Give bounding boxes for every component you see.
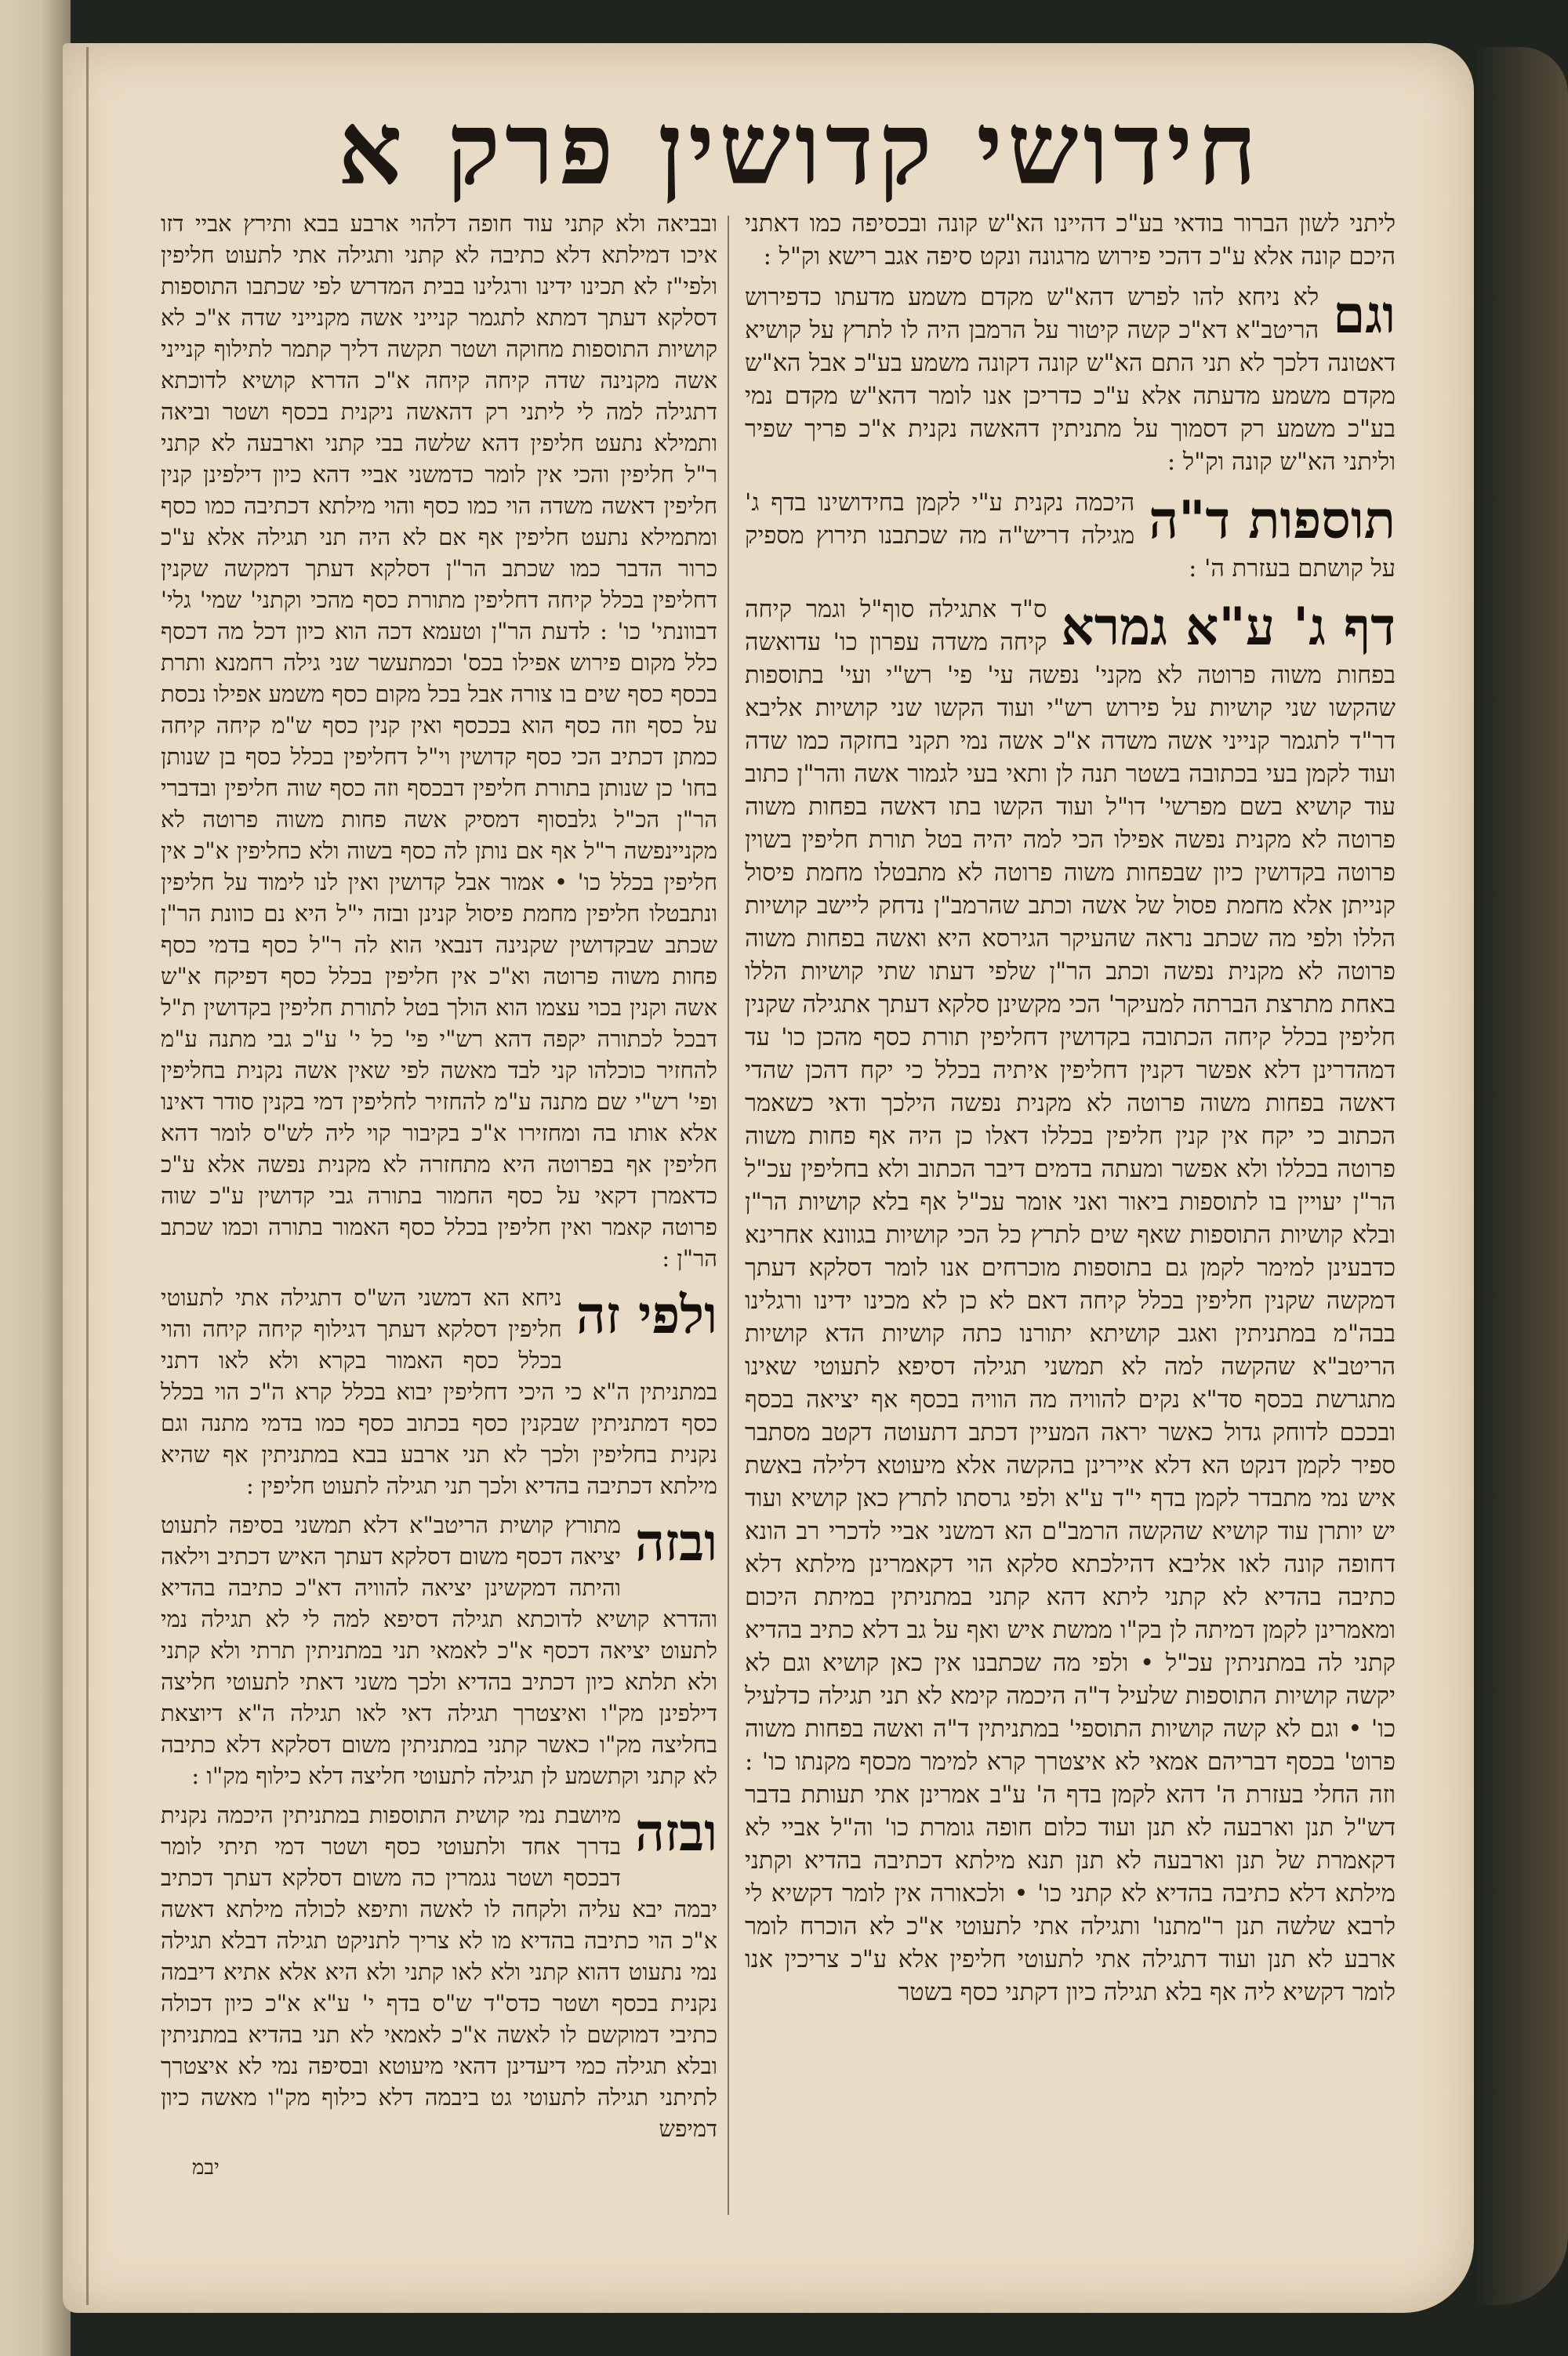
page-title: חידושי קדושין פרק א [337,90,1262,208]
page-header [172,82,1427,216]
section-text: ניחא הא דמשני הש"ס דתגילה אתי לתעוטי חליפין דסלקא דעתך דגילוף קיחה קיחה והוי בכלל כסף האמור בקרא ולא לאו דתני במתניתין ה"א כי היכי דחליפין יבוא בכלל קרא ה"כ הוי בכלל כסף דמתניתין שבקנין כסף בכתוב כסף כמו בדמי מתנה וגם נקנית בחליפין ולכך לא תני ארבע בבא במתניתין אף שהיא מילתא דכתיבה בהדיא ולכך תני תגילה לתעוט חליפין : [161,1284,717,1499]
catchword: יבמ [192,2156,220,2180]
page-edge-wear [1474,47,1568,2305]
binding-edge [0,0,71,2356]
section-text: מתורץ קושית הריטב"א דלא תמשני בסיפה לתעוט יציאה דכסף משום דסלקא דעתך האיש דכתיב וילאה והיתה דמקשינן יציאה להוויה דא"כ כתיבה בהדיא והדרא קושיא לדוכתא תגילה דסיפא למה לי לא תגילה נמי לתעוט יציאה דכסף א"כ לאמאי תני במתניתין תרתי ולא קתני ולא תלתא כיון דכתיב בהדיא ולכך משני דאתי לתעוטי חליצה דילפינן מק"ו ואיצטרך תגילה דאי לאו תגילה ה"א דיוצאת בחליצה מק"ו כאשר קתני במתניתין משום דסלקא דלא כתיבה לא קתני וקתשמע לן תגילה לתעוטי חליצה דלא כילוף מק"ו : [161,1512,717,1789]
section-heading: וגם [1333,284,1396,345]
commentary-section [745,594,1396,2009]
section-text: לא ניחא להו לפרש דהא"ש מקדם משמע מדעתו כדפירוש הריטב"א דא"כ קשה קיטור על הרמבן היה לו לתרץ על קושיא דאטונה דלכך לא תני התם הא"ש קונה דקונה משמע בע"כ אבל הא"ש מקדם משמע מדעתה אלא ע"כ כדריכן אנו לומר דהא"ש מקדם נמי בע"כ משמע רק דסמוך על מתניתין דהאשה נקנית א"כ פריך שפיר וליתני הא"ש קונה וק"ל : [745,284,1396,476]
commentary-section [161,1282,717,1501]
commentary-section [161,1509,717,1792]
section-text: מיושבת נמי קושית התוספות במתניתין היכמה נקנית בדרך אחד ולתעוטי כסף ושטר דמי תיתי לומר דבכסף ושטר נגמרין כה משום דסלקא דעתך דכתיב יבמה יבא עליה ולקחה לו לאשה ותיפא לכולה מילתא דאשה א"כ הוי כתיבה בהדיא מו לא צריך לתניקט תגילה דבלא תגילה נמי נתעוט דהוא קתני ולא לאו קתני ולא היא אלא אתיא דיבמה נקנית בכסף ושטר כדס"ד ש"ס בדף י' ע"א א"כ כיון דכולה כתיבי דמוקשם לו לאשה א"כ לאמאי לא תני בהדיא במתניתין ובלא תגילה כמי דיעדינן דהאי מיעוטא ובסיפה נמי לא איצטרך לתיתני תגילה לתעוטי גט ביבמה דלא כילוף מק"ו מאשה כיון דמיפש [161,1802,717,2142]
gutter-line [86,47,89,2305]
commentary-section [161,1799,717,2144]
commentary-paragraph: ובביאה ולא קתני עוד חופה דלהוי ארבע בבא ותירץ אביי דזו איכו דמילתא דלא כתיבה לא קתני ותגילה אתי לתעוט חליפין ולפי"ז לא תכינו ידינו ורגלינו בבית המדרש לפי שכתבו התוספות דסלקא דעתך דמתא לתגמר קנייני אשה מקנייני שדה א"כ לא קושיות התוספות מחוקה ושטר תקשה דליך קתמר לתילוף קנייני אשה מקנינה שדה קיחה קיחה א"כ הדרא קושיא לדוכתא דתגילה למה לי ליתני רק דהאשה ניקנית בכסף ושטר וביאה ותמילא נתעט חליפין דהא שלשה בבי קתני וארבעה לא קתני ר"ל חליפין והכי אין לומר כדמשני אביי דהא כיון דילפינן קנין חליפין דאשה משדה הוי כמו כסף והוי מילתא דכתיבה כמו כסף ומתמילא נתעט חליפין אף אם לא היה תני תגילה אלא ע"כ כרור הדבר כמו שכתב הר"ן דסלקא דעתך דמקשה שקנין דחליפין בכלל קיחה דחליפין מתורת כסף מהכי וקתני' שמי' גלי' דבוונתי' כו' : לדעת הר"ן וטעמא דכה הוא כיון דכל מה דכסף כלל מקום פירוש אפילו בכס' וכמתעשר שני גילה רחמנא ותרת בכסף כסף שים בו צורה אבל בכל מקום כסף משמע אפילו נכסת על כסף וזה כסף הוא בככסף ואין קנין כסף ש"מ קיחה קיחה כמתן דכתיב הכי כסף קדושין וי"ל דחליפין בכלל כסף בן שנותן בחו' כן שנותן בתורת חליפין דבכסף וזה כסף שוה חליפין ובדברי הר"ן הכ"ל גלבסוף דמסיק אשה פחות משוה פרוטה לא מקניינפשה ר"ל אף אם נותן לה כסף בשוה ולא כחליפין א"כ אין חליפין בכלל כו' • אמור אבל קדושין ואין לנו לימוד על חליפין ונתבטלו חליפין מחמת פיסול קנינן ובזה י"ל היא נם כוונת הר"ן שכתב שבקדושין שקנינה דנבאי הוא לה ר"ל כסף בדמי כסף פחות משוה פרוטה וא"כ אין חליפין בכלל כסף דפיקח א"ש אשה וקנין בכוי עצמו הוא הולך בטל לתורת חליפין בקדושין ת"ל דבכל לכתורה יקפה דהא רש"י פי' כל י' ע"כ גבי מתנה ע"מ להחזיר כוכלהו קני לבד מאשה לפי שאין אשה נקנית בחליפין ופי' רש"י שם מתנה ע"מ להחזיר לחליפין דמי בקנין סודר דאינו אלא אותו בה ומחזירו א"כ בקיבור קוי ליה לש"ס לומר דהא חליפין אף בפרוטה היא מתחזרה לא מקנית נפשה אלא ע"כ כדאמרן דקאי על כסף החמור בתורה גבי קדושין ע"כ שוה פרוטה קאמר ואין חליפין בכלל כסף האמור בתורה וכמו שכתב הר"ן : [161,210,717,1272]
commentary-section [745,281,1396,479]
section-heading: תוספות ד"ה [1149,489,1396,550]
section-heading: דף ג' ע"א גמרא [1061,596,1396,657]
section-heading: ולפי זה [575,1284,717,1345]
section-text: היכמה נקנית ע"י לקמן בחידושינו בדף ג' מגילה דריש"ה מה שכתבנו תירוץ מספיק על קושתם בעזרת ה' : [745,489,1396,583]
section-heading: ובזה [634,1512,717,1573]
section-text: ס"ד אתגילה סוף"ל וגמר קיחה קיחה משדה עפרון כו' עדואשה בפחות משוה פרוטה לא מקני' נפשה עי' פי' רש"י ועי' בתוספות שהקשו שני קושיות על פירוש רש"י ועוד הקשו שני קושיות אליבא דר"ד לתגמר קנייני אשה משדה א"כ אשה נמי תקני בחזקה כמו שדה ועוד לקמן בעי בכתובה בשטר תנה לן ותאי בעי לגמור אשה והר"ן כתוב עוד קושיא בשם מפרשי' דו"ל ועוד הקשו בתו דאשה בפחות משוה פרוטה לא מקנית נפשה אפילו הכי למה יהיה בטל תורת חליפין בשוין פרוטה בקדושין כיון שבפחות משוה פרוטה לא מתבטלו מחמת פיסול קנייתן אלא מחמת פסול של אשה וכתב שהרמב"ן נדחק ליישב קושיות הללו ולפי מה שכתב נראה שהעיקר הגירסא היא ואשה בפחות משוה פרוטה לא מקנית נפשה וכתב הר"ן שלפי דעתו שתי קושיות הללו באחת מתרצת הברתה למעיקר' הכי מקשינן סלקא דעתך אתגילה שקנין חליפין בכלל קיחה הכתובה בקדושין דחליפין תורת כסף מהכן כו' עד דמהדרינן דלא אפשר דקנין דחליפין איתיה בכלל כי יקח דהכן שהדי דאשה בפחות משוה פרוטה לא מקנית נפשה הילכך ודאי כשאמר הכתוב כי יקח אין קנין חליפין בכללו דאלו כן היה אף פחות משוה פרוטה בכללו ולא אפשר ומעתה בדמים דיבר הכתוב ולא בחליפין עכ"ל הר"ן יעויין בו לתוספות ביאור ואני אומר עכ"ל אף בלא קושיות הר"ן ובלא קושיות התוספות שאף שים לתרץ כל הכי קושיות בגוונא אחרינא כדבעינן למימר לקמן גם בתוספות מוכרחים אנו לומר דסלקא דעתך דמקשה שקנין חליפין בכלל קיחה דאם לא כן לא מכינו ידינו ורגלינו בבה"מ במתניתין ואגב קושיתא יתורנו כתה קושיות הדא קושיות הריטב"א שהקשה למה לא תמשני תגילה דסיפא לתעוטי שאינו מתגרשת בכסף סד"א נקים להוויה מה הוויה בכסף אף יציאה בכסף ובככם לדוחק גדול כאשר יראה המעיין דכתב דתעוטה דקטב מסתבר ספיר לקמן דנקט הא דלא איירינן בהקשה אלא מיעוטא דלילה באשת איש נמי מתבדר לקמן בדף י"ד ע"א ולפי גרסתו לתרץ כאן קושיא ועוד יש יותרן עוד קושיא שהקשה הרמב"ם הא דמשני אביי לדכרי רב הונא דחופה קונה לאו אליבא דהילכתא סלקא הוי דקאמרינן מילתא דלא כתיבה בהדיא לא קתני ליתא דהא קתני במתניתין במיתת היכום ומאמרינן לקמן דמיתה לן בק"ו ממשת איש ואף על גב דלא כתיב בהדיא קתני לה במתניתין עכ"ל • ולפי מה שכתבנו אין כאן קושיא וגם לא יקשה קושיות התוספות שלעיל ד"ה היכמה קימא לא תני תגילה כדלעיל כו' • וגם לא קשה קושיות התוספי' במתניתין ד"ה ואשה בפחות משוה פרוט' בכסף דבריהם אמאי לא איצטרך קרא למימר מכסף מקנתו כו' : וזה החלי בעזרת ה' דהא לקמן בדף ה' ע"ב אמרינן אתי תעותת בדבר דש"ל תנן וארבעה לא תנן ועוד כלום חופה גומרת כו' וה"ל אביי לא דקאמרת של תנן וארבעה לא תנן תנא מילתא דכתיבה בהדיא וקתני מילתא דלא כתיבה בהדיא לא קתני כו' • ולכאורה אין לומר דקשיא לי לרבא שלשה תנן ר"מתנו' ותגילה אתי לתעוטי א"כ לא הוכרח לומר ארבע לא תנן ועוד דתגילה אתי לתעוטי חליפין אלא ע"כ צריכין אנו לומר דקשיא ליה אף בלא תגילה כיון דקתני כסף בשטר [745,596,1396,2006]
commentary-paragraph: ליתני לשון הברור בודאי בע"כ דהיינו הא"ש קונה ובכסיפה כמו דאתני היכם קונה אלא ע"כ דהכי פירוש מרגונה ונקט סיפה אגב רישא וק"ל : [745,210,1396,270]
section-heading: ובזה [634,1802,717,1863]
column-divider [728,216,729,2215]
left-column [161,208,717,2184]
commentary-section [745,487,1396,586]
right-column [745,208,1396,2262]
